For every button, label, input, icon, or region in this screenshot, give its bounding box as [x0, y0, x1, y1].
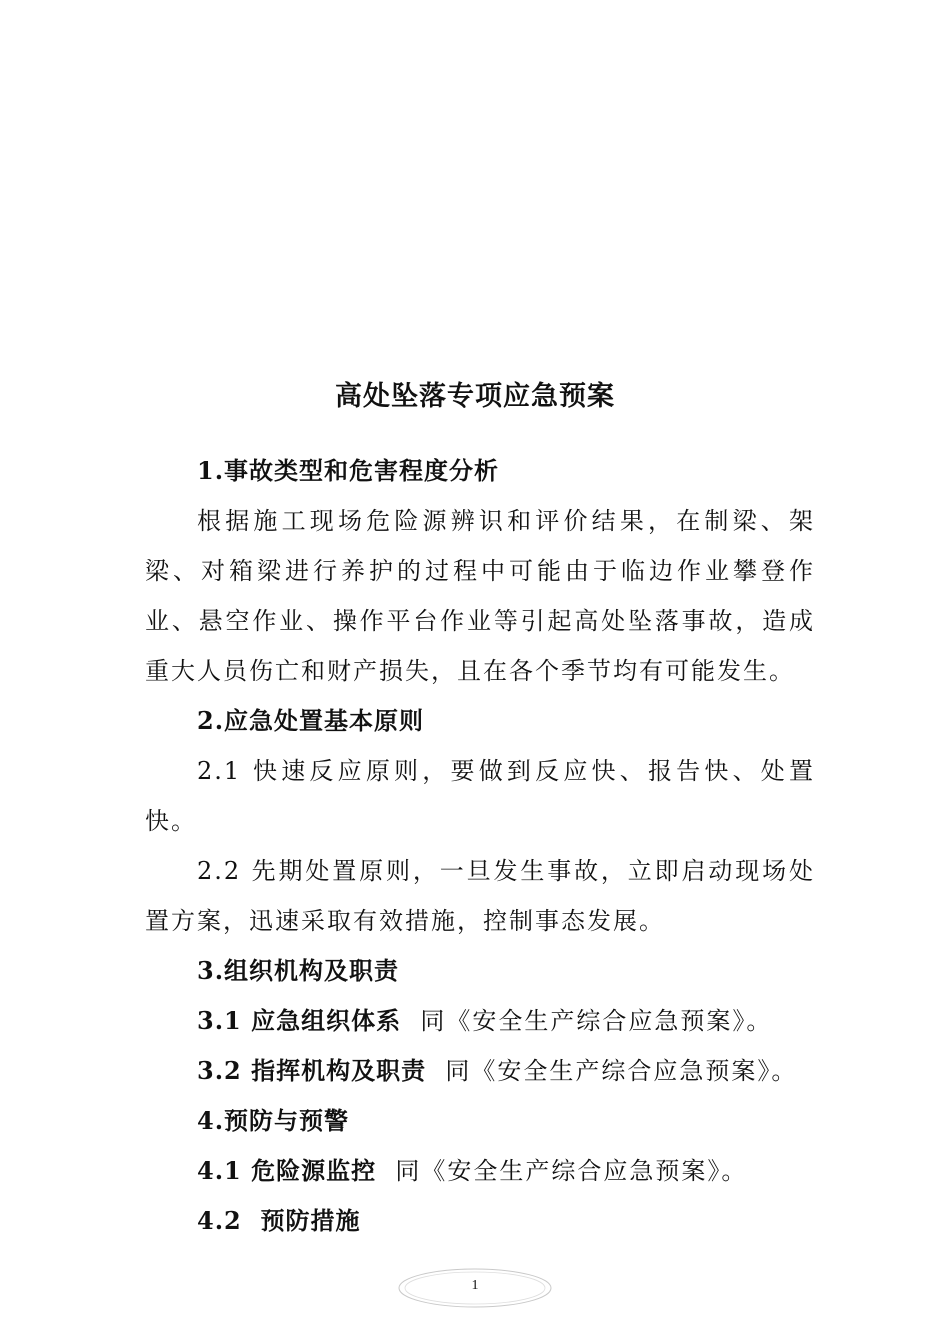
section-2-2-paragraph: 2.2 先期处置原则，一旦发生事故，立即启动现场处置方案，迅速采取有效措施，控制事态发展。	[145, 857, 815, 935]
section-2-heading: 2.应急处置基本原则	[197, 706, 425, 735]
section-2-1-paragraph: 2.1 快速反应原则，要做到反应快、报告快、处置快。	[145, 757, 815, 835]
section-3-1-line	[145, 996, 815, 1046]
section-4-2-heading: 4.2 预防措施	[197, 1206, 361, 1235]
page-number: 1	[471, 1278, 479, 1293]
section-3-2-line	[145, 1046, 815, 1096]
section-4-1-text: 同《安全生产综合应急预案》。	[395, 1157, 748, 1185]
section-3-heading: 3.组织机构及职责	[197, 956, 400, 985]
document-title: 高处坠落专项应急预案	[335, 381, 615, 412]
section-4-1-line	[145, 1146, 815, 1196]
section-3-1-label: 3.1 应急组织体系	[197, 1006, 402, 1035]
document-body	[145, 446, 815, 1246]
section-4-heading: 4.预防与预警	[197, 1106, 350, 1135]
section-3-2-text: 同《安全生产综合应急预案》。	[445, 1057, 798, 1085]
section-3-2-label: 3.2 指挥机构及职责	[197, 1056, 427, 1085]
section-3-1-text: 同《安全生产综合应急预案》。	[420, 1007, 773, 1035]
section-4-1-label: 4.1 危险源监控	[197, 1156, 377, 1185]
section-1-heading: 1.事故类型和危害程度分析	[197, 456, 500, 485]
page-footer	[395, 1266, 555, 1310]
section-1-paragraph: 根据施工现场危险源辨识和评价结果，在制梁、架梁、对箱梁进行养护的过程中可能由于临边作业攀登作业、悬空作业、操作平台作业等引起高处坠落事故，造成重大人员伤亡和财产损失，且在各个季节均有可能发生。	[145, 507, 815, 685]
